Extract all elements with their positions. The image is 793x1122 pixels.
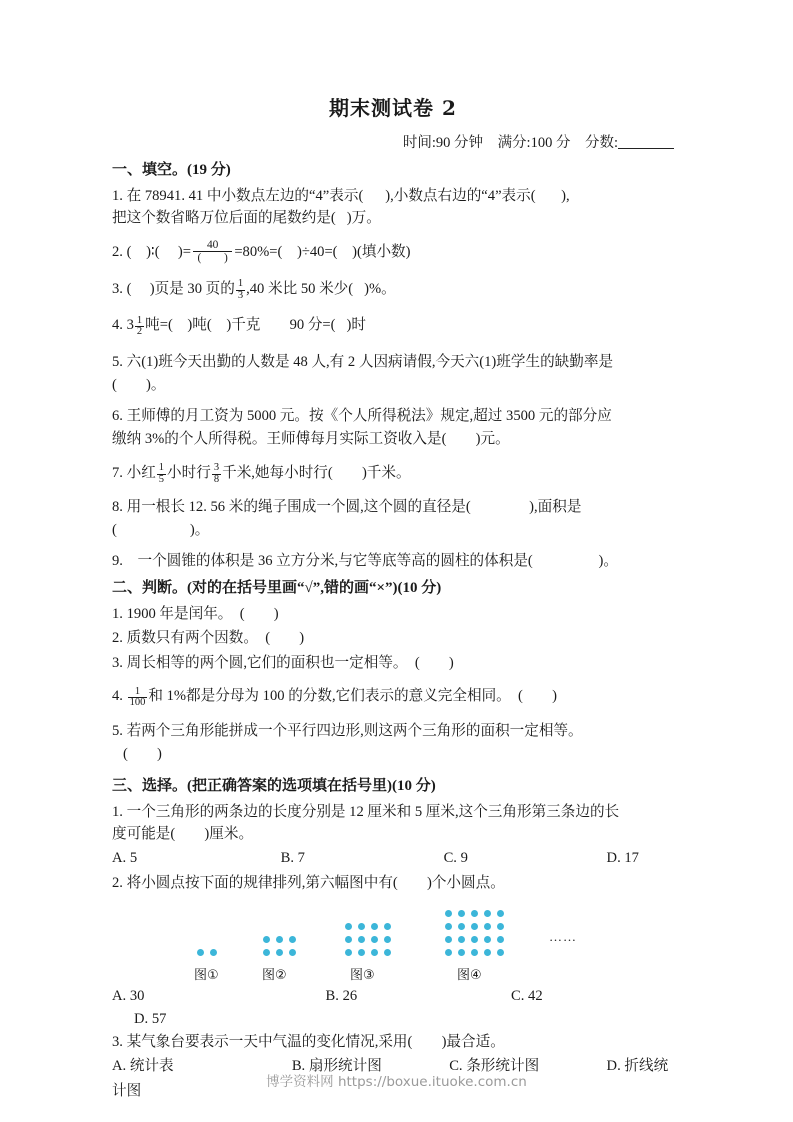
fraction-numerator: 1 bbox=[158, 461, 165, 473]
s1-q9-part-a: 9. 一个圆锥的体积是 36 立方分米,与它等底等高的圆柱的体积是( bbox=[112, 553, 533, 570]
s1-q8-part-a: 8. 用一根长 12. 56 米的绳子围成一个圆,这个圆的直径是( ),面积是 bbox=[112, 499, 582, 516]
time-label: 时间:90 分钟 bbox=[402, 135, 484, 151]
s1-q8 bbox=[112, 496, 674, 541]
s1-q2 bbox=[112, 239, 674, 267]
pattern-dot bbox=[384, 949, 391, 956]
score-blank[interactable] bbox=[618, 148, 674, 149]
pattern-dot bbox=[497, 910, 504, 917]
s2-q5-part-b: ( ) bbox=[122, 745, 162, 762]
fraction-denominator: 2 bbox=[136, 326, 143, 338]
s1-q5 bbox=[112, 351, 674, 396]
option-a[interactable]: A. 30 bbox=[112, 987, 145, 1004]
pattern-dot bbox=[289, 936, 296, 943]
pattern-dot bbox=[276, 936, 283, 943]
dot-figure-3 bbox=[342, 920, 394, 959]
option-b[interactable]: B. 扇形统计图 bbox=[291, 1057, 382, 1074]
pattern-dot bbox=[471, 949, 478, 956]
s1-q7 bbox=[112, 460, 674, 488]
s1-q1 bbox=[112, 185, 674, 230]
section-1-heading: 一、填空。(19 分) bbox=[112, 162, 231, 178]
pattern-dot bbox=[289, 949, 296, 956]
pattern-dot bbox=[458, 923, 465, 930]
pattern-dot bbox=[371, 949, 378, 956]
figure-label-3: 图③ bbox=[350, 967, 375, 983]
s1-q1-part-b: ),小数点右边的“4”表示( bbox=[385, 187, 536, 204]
s2-q4 bbox=[112, 683, 674, 711]
option-b[interactable]: B. 26 bbox=[325, 987, 358, 1004]
s1-q2-part-e: )÷40=( bbox=[296, 243, 338, 260]
s2-q5-part-a: 5. 若两个三角形能拼成一个平行四边形,则这两个三角形的面积一定相等。 bbox=[112, 723, 583, 740]
s3-q2-option-d[interactable]: D. 57 bbox=[134, 1011, 167, 1028]
s3-q2: 2. 将小圆点按下面的规律排列,第六幅图中有( )个小圆点。 bbox=[112, 874, 505, 891]
pattern-dot bbox=[445, 949, 452, 956]
pattern-dot bbox=[445, 936, 452, 943]
section-2-heading: 二、判断。(对的在括号里画“√”,错的画“×”)(10 分) bbox=[112, 580, 442, 597]
s3-q3: 3. 某气象台要表示一天中气温的变化情况,采用( )最合适。 bbox=[112, 1034, 505, 1051]
s1-q1-part-c: ), bbox=[561, 187, 570, 204]
dot-figure-2 bbox=[260, 933, 299, 959]
s1-q3-part-d: )%。 bbox=[364, 280, 396, 297]
s2-q4-part-b: 和 1%都是分母为 100 的分数,它们表示的意义完全相同。 ( ) bbox=[148, 688, 557, 705]
pattern-dot bbox=[458, 949, 465, 956]
s1-q7-fraction-1 bbox=[157, 463, 166, 485]
s1-q6-part-a: 6. 王师傅的月工资为 5000 元。按《个人所得税法》规定,超过 3500 元的部分应 bbox=[112, 408, 612, 425]
pattern-dot bbox=[358, 923, 365, 930]
s1-q5-part-a: 5. 六(1)班今天出勤的人数是 48 人,有 2 人因病请假,今天六(1)班学生的缺勤率是 bbox=[112, 354, 614, 371]
s1-q3-fraction bbox=[236, 279, 245, 301]
pattern-dot bbox=[471, 923, 478, 930]
s1-q5-part-b: ( )。 bbox=[112, 376, 166, 393]
s1-q9-part-b: )。 bbox=[598, 553, 618, 570]
option-c[interactable]: C. 条形统计图 bbox=[449, 1057, 540, 1074]
pattern-dot bbox=[497, 923, 504, 930]
s1-q2-part-b: )∶( bbox=[146, 243, 160, 260]
pattern-dot bbox=[263, 949, 270, 956]
s3-q2-options bbox=[112, 986, 674, 1008]
pattern-dot bbox=[371, 936, 378, 943]
site-watermark: 博学资料网 https://boxue.ituoke.com.cn bbox=[266, 1074, 527, 1090]
figure-label-4: 图④ bbox=[457, 967, 482, 983]
s1-q2-part-d: =80%=( bbox=[234, 243, 283, 260]
pattern-dot bbox=[371, 923, 378, 930]
dot-row bbox=[442, 946, 507, 959]
pattern-dot bbox=[358, 936, 365, 943]
option-c[interactable]: C. 9 bbox=[443, 850, 468, 867]
s1-q7-part-c: 千米,她每小时行( )千米。 bbox=[222, 464, 411, 481]
dot-row bbox=[342, 920, 394, 933]
pattern-dot bbox=[445, 923, 452, 930]
pattern-dot bbox=[458, 936, 465, 943]
s1-q1-part-d: 把这个数省略万位后面的尾数约是( bbox=[112, 210, 336, 227]
pattern-dot bbox=[497, 936, 504, 943]
pattern-dot bbox=[484, 949, 491, 956]
s1-q1-part-e: )万。 bbox=[346, 210, 381, 227]
total-score-label: 满分:100 分 bbox=[497, 135, 571, 151]
s1-q4-part-d: )千克 90 分=( bbox=[226, 317, 336, 334]
s1-q3 bbox=[112, 276, 674, 304]
s1-q4-part-e: )时 bbox=[346, 317, 366, 334]
s2-q5 bbox=[112, 720, 674, 765]
option-a[interactable]: A. 统计表 bbox=[112, 1057, 174, 1074]
fraction-denominator: 5 bbox=[158, 473, 165, 485]
page-content bbox=[112, 92, 674, 1104]
figure-label-2: 图② bbox=[262, 967, 287, 983]
option-b[interactable]: B. 7 bbox=[280, 850, 305, 867]
pattern-dot bbox=[471, 910, 478, 917]
s2-q2: 2. 质数只有两个因数。 ( ) bbox=[112, 630, 305, 647]
pattern-dot bbox=[484, 910, 491, 917]
s1-q6 bbox=[112, 405, 674, 450]
fraction-numerator: 40 bbox=[206, 238, 219, 251]
pattern-dot bbox=[497, 949, 504, 956]
page-title: 期末测试卷 2 bbox=[329, 96, 457, 120]
s2-q4-part-a: 4. bbox=[112, 688, 127, 705]
fraction-denominator: 3 bbox=[237, 289, 244, 301]
dot-row bbox=[342, 933, 394, 946]
s1-q3-part-a: 3. ( bbox=[112, 280, 132, 297]
s1-q4-part-c: )吨( bbox=[187, 317, 212, 334]
s1-q4 bbox=[112, 312, 674, 340]
s1-q2-part-f: )(填小数) bbox=[352, 243, 411, 260]
s1-q9 bbox=[112, 550, 674, 573]
s1-q3-part-c: ,40 米比 50 米少( bbox=[246, 280, 354, 297]
exam-meta bbox=[112, 131, 674, 152]
s2-q4-fraction bbox=[128, 687, 148, 709]
s2-q1: 1. 1900 年是闰年。 ( ) bbox=[112, 605, 279, 622]
s1-q7-part-b: 小时行 bbox=[167, 464, 211, 481]
pattern-dot bbox=[445, 910, 452, 917]
option-d[interactable]: D. 折线统 bbox=[606, 1057, 669, 1074]
s3-q1 bbox=[112, 801, 674, 846]
dot-figure-1 bbox=[194, 946, 220, 959]
dot-row bbox=[342, 946, 394, 959]
s3-q1-options bbox=[112, 848, 674, 870]
pattern-dot bbox=[345, 923, 352, 930]
pattern-dot bbox=[384, 923, 391, 930]
dot-pattern-figure bbox=[112, 899, 674, 985]
section-3-heading: 三、选择。(把正确答案的选项填在括号里)(10 分) bbox=[112, 778, 436, 795]
s1-q2-fraction bbox=[193, 239, 232, 265]
s1-q4-fraction bbox=[135, 316, 144, 338]
s3-q1-part-a: 1. 一个三角形的两条边的长度分别是 12 厘米和 5 厘米,这个三角形第三条边的长 bbox=[112, 803, 620, 820]
pattern-dot bbox=[276, 949, 283, 956]
pattern-ellipsis: …… bbox=[549, 928, 577, 944]
fraction-numerator: 1 bbox=[237, 277, 244, 289]
pattern-dot bbox=[210, 949, 217, 956]
dot-row bbox=[442, 907, 507, 920]
option-d[interactable]: D. 17 bbox=[606, 850, 639, 867]
fraction-numerator: 3 bbox=[213, 461, 220, 473]
option-c[interactable]: C. 42 bbox=[511, 987, 543, 1004]
pattern-dot bbox=[197, 949, 204, 956]
pattern-dot bbox=[358, 949, 365, 956]
fraction-denominator: 8 bbox=[213, 473, 220, 485]
dot-row bbox=[260, 933, 299, 946]
s1-q2-part-c: )= bbox=[177, 243, 191, 260]
s1-q2-part-a: 2. ( bbox=[112, 243, 132, 260]
s1-q4-part-a: 4. 3 bbox=[112, 317, 134, 334]
s1-q1-part-a: 1. 在 78941. 41 中小数点左边的“4”表示( bbox=[112, 187, 364, 204]
fraction-denominator: 100 bbox=[129, 697, 146, 709]
dot-row bbox=[194, 946, 220, 959]
fraction-numerator: 1 bbox=[136, 314, 143, 326]
dot-row bbox=[442, 933, 507, 946]
s1-q8-part-b: ( )。 bbox=[112, 521, 210, 538]
fraction-denominator: ( ) bbox=[193, 251, 232, 264]
pattern-dot bbox=[345, 936, 352, 943]
fraction-numerator: 1 bbox=[134, 685, 141, 697]
option-a[interactable]: A. 5 bbox=[112, 850, 138, 867]
s1-q4-part-b: 吨=( bbox=[145, 317, 173, 334]
s3-q3-option-d-wrap: 计图 bbox=[112, 1082, 142, 1099]
pattern-dot bbox=[484, 923, 491, 930]
score-label: 分数: bbox=[584, 135, 618, 151]
s1-q6-part-b: 缴纳 3%的个人所得税。王师傅每月实际工资收入是( )元。 bbox=[112, 430, 510, 447]
pattern-dot bbox=[471, 936, 478, 943]
s1-q7-part-a: 7. 小红 bbox=[112, 464, 156, 481]
dot-row bbox=[260, 946, 299, 959]
pattern-dot bbox=[458, 910, 465, 917]
s3-q1-part-b: 度可能是( )厘米。 bbox=[112, 826, 254, 843]
pattern-dot bbox=[263, 936, 270, 943]
pattern-dot bbox=[384, 936, 391, 943]
pattern-dot bbox=[484, 936, 491, 943]
pattern-dot bbox=[345, 949, 352, 956]
s2-q3: 3. 周长相等的两个圆,它们的面积也一定相等。 ( ) bbox=[112, 654, 454, 671]
figure-label-1: 图① bbox=[194, 967, 219, 983]
dot-figure-4 bbox=[442, 907, 507, 959]
dot-row bbox=[442, 920, 507, 933]
s1-q7-fraction-2 bbox=[212, 463, 221, 485]
s1-q3-part-b: )页是 30 页的 bbox=[149, 280, 235, 297]
